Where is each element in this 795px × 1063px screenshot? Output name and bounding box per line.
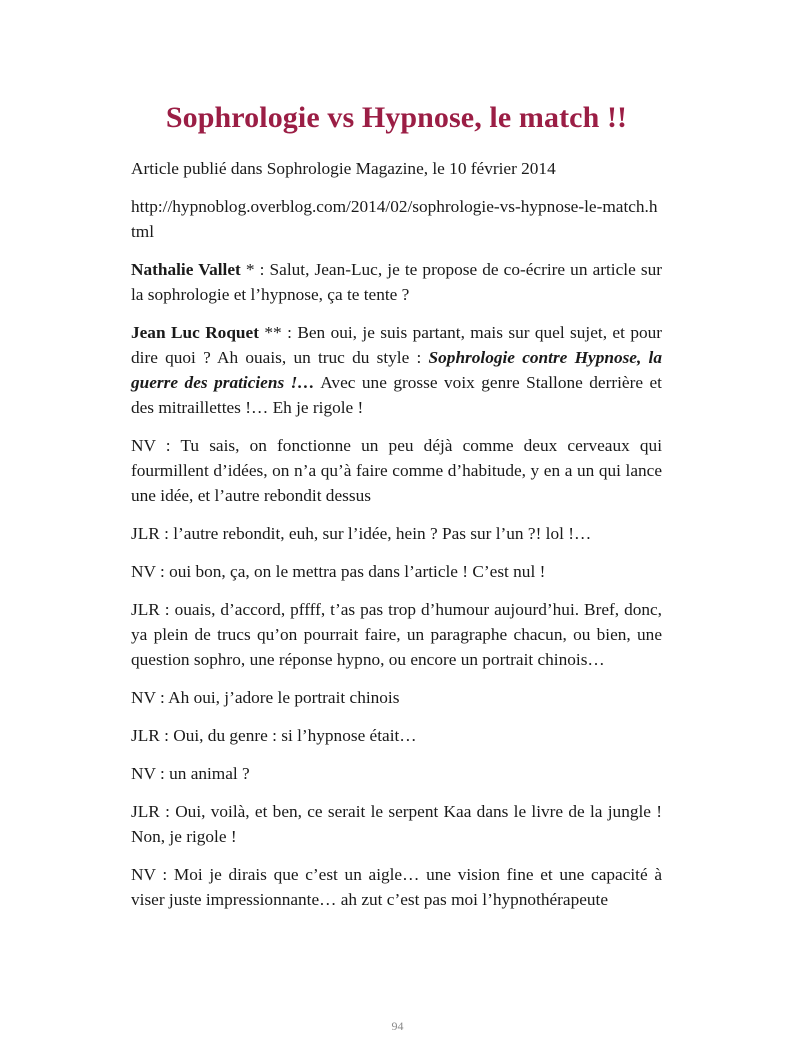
dialogue-line: JLR : Oui, du genre : si l’hypnose était… xyxy=(131,726,417,745)
dialogue-line: JLR : Oui, voilà, et ben, ce serait le serpent Kaa dans le livre de la jungle ! Non, je rigole ! xyxy=(131,802,662,846)
paragraph-jean-luc xyxy=(131,320,662,420)
dialogue-line: JLR : ouais, d’accord, pffff, t’as pas trop d’humour aujourd’hui. Bref, donc, ya plein de trucs qu’on pourrait faire, un paragraphe chacun, ou bien, une question sophro, une réponse hypno, ou encore un portrait chinois… xyxy=(131,600,662,669)
document-page xyxy=(131,96,662,925)
dialogue-line: JLR : l’autre rebondit, euh, sur l’idée, hein ? Pas sur l’un ?! lol !… xyxy=(131,524,592,543)
paragraph-text: * : Salut, Jean-Luc, je te propose de co-écrire un article sur la sophrologie et l’hypnose, ça te tente ? xyxy=(131,260,662,304)
article-info: Article publié dans Sophrologie Magazine, le 10 février 2014 xyxy=(131,159,556,178)
speaker-name: Jean Luc Roquet xyxy=(131,323,259,342)
dialogue-line: NV : un animal ? xyxy=(131,764,250,783)
dialogue-line: NV : Moi je dirais que c’est un aigle… une vision fine et une capacité à viser juste impressionnante… ah zut c’est pas moi l’hypnothérapeute xyxy=(131,865,662,909)
paragraph-text: Avec une grosse voix genre Stallone derrière et des mitraillettes !… Eh je rigole ! xyxy=(131,373,662,417)
page-number: 94 xyxy=(391,1019,404,1033)
article-title: Sophrologie vs Hypnose, le match !! xyxy=(165,101,628,134)
article-url[interactable]: http://hypnoblog.overblog.com/2014/02/sophrologie-vs-hypnose-le-match.html xyxy=(131,197,658,241)
dialogue-line: NV : Tu sais, on fonctionne un peu déjà comme deux cerveaux qui fourmillent d’idées, on n’a qu’à faire comme d’habitude, y en a un qui lance une idée, et l’autre rebondit dessus xyxy=(131,436,662,505)
emphasized-text: Sophrologie contre Hypnose, la guerre des praticiens !… xyxy=(131,348,662,392)
paragraph-nathalie xyxy=(131,257,662,307)
paragraph-text: ** : Ben oui, je suis partant, mais sur quel sujet, et pour dire quoi ? Ah ouais, un truc du style : xyxy=(131,323,662,367)
dialogue-line: NV : oui bon, ça, on le mettra pas dans l’article ! C’est nul ! xyxy=(131,562,546,581)
dialogue-line: NV : Ah oui, j’adore le portrait chinois xyxy=(131,688,400,707)
speaker-name: Nathalie Vallet xyxy=(131,260,241,279)
